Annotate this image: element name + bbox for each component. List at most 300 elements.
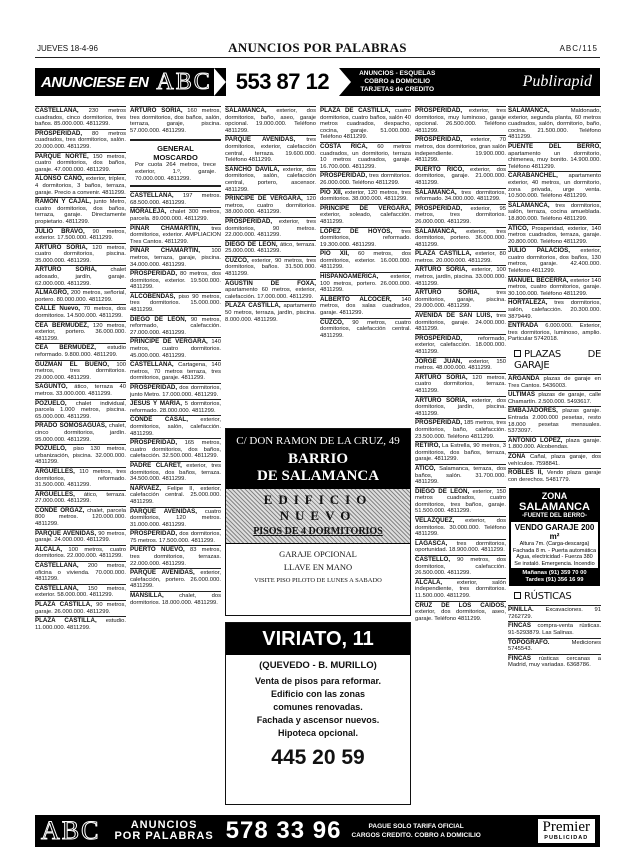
classified-listing [225, 106, 316, 135]
arrow-right-icon [214, 68, 226, 96]
listing-text: plaza garaje. 1.800.000. Alcobendas. [508, 437, 601, 451]
listing-text: Prosperidad, exterior, 140 metros cuadrados, terraza, garaje. 20.800.000. Teléfono 4811299. [508, 225, 601, 245]
classified-listing [415, 487, 506, 516]
listing-text: 120 metros, exterior, portero. 36.000.000. 4811299. [35, 322, 126, 342]
listing-heading: CARABANCHEL, [508, 172, 558, 180]
listing-text: 120 metros, cuatro dormitorios. 38.000.000. 4811299. [225, 196, 316, 216]
classified-listing [508, 106, 601, 142]
listing-text: apartamento un dormitorio, chimenea, muy bonito. 14.900.000. Teléfono 4811299. [508, 150, 601, 170]
listing-heading: CEA BERMUDEZ, [35, 321, 89, 329]
listing-heading: PLAZA CASTILLA, [35, 617, 97, 625]
classified-listing [35, 227, 126, 243]
classified-listing [508, 142, 601, 171]
ad-detail: Fachada 8 m. - Puerta automática [512, 547, 597, 554]
listing-text: 70 metros, dos dormitorios. 14.500.000. 4811299. [35, 306, 126, 320]
classified-listing [320, 188, 411, 204]
classified-listing [508, 452, 601, 468]
classified-listing [130, 191, 221, 207]
listing-heading: CEA BERMUDEZ, [35, 344, 96, 352]
listing-heading: PARQUE AVENIDAS, [130, 569, 195, 577]
classified-listing [508, 201, 601, 224]
listing-heading: ULTIMAS [508, 391, 536, 399]
classified-listing [130, 383, 221, 399]
listing-heading: TOPOGRAFO. [508, 638, 550, 646]
listing-text: tres dormitorios, oportunidad. 18.900.000. 4811299. [415, 540, 506, 554]
listing-text: exterior, tríplex, 4 dormitorios, 3 baños, terraza, garaje. Precio a convenir. 4811299. [35, 176, 126, 196]
listing-text: Excavaciones. 91 7262729. [508, 607, 601, 620]
listing-heading: LAGASCA, [415, 539, 448, 547]
classified-listing [130, 415, 221, 438]
classified-listing [130, 507, 221, 530]
classified-listing [35, 421, 126, 444]
listing-heading: POZUELO, [35, 445, 67, 453]
viriato-ad [225, 622, 411, 805]
listing-heading: ALONSO CANO, [35, 175, 84, 183]
listing-heading: PRINCIPE DE VERGARA, [225, 195, 303, 203]
listing-text: chalet, dos dormitorios. 18.000.000. 4811299. [130, 593, 221, 606]
listing-heading: PARQUE NORTE, [35, 152, 89, 160]
ad-line: SALAMANCA [519, 501, 590, 514]
listing-text: rústicas cercanas a Madrid, muy variadas. 6368786. [508, 655, 601, 669]
classified-listing [225, 240, 316, 256]
listing-text: junto Metro, cuatro dormitorios, dos baños, terraza, garaje. Directamente propietario. 4811299. [35, 199, 126, 225]
ad-line: Fachada y ascensor nuevos. [256, 715, 380, 725]
page-header [35, 40, 600, 58]
listing-heading: PROSPERIDAD, [225, 217, 273, 225]
classified-listing [415, 418, 506, 441]
banner-lead: ANUNCIESE EN [41, 73, 149, 91]
listing-heading: MORALEJA, [130, 208, 167, 216]
classified-listing [508, 638, 601, 654]
listing-text: La Estrella, 90 metros, 3 dormitorios, dos baños, terraza, garaje. 4811299. [415, 443, 506, 463]
listing-text: dos dormitorios, 75 metros. 17.500.000. 4811299. [130, 531, 221, 544]
listing-heading: JESUS Y MARIA, [130, 400, 182, 408]
brand-sub: PUBLICIDAD [544, 835, 589, 841]
listing-heading: PROSPERIDAD, [415, 204, 463, 212]
arrow-left-icon [339, 68, 351, 96]
listing-heading: NARVAEZ, [130, 484, 162, 492]
listing-heading: GENERAL MOSCARDO [153, 144, 198, 163]
listing-text: exterior, dormitorios, salón, calefacción. 4811299. [130, 417, 221, 437]
classified-listing [508, 390, 601, 406]
section-heading-garage [514, 349, 601, 371]
listing-text: 100 metros, terraza, garaje, piscina. 34.000.000. 4811299. [130, 248, 221, 268]
listing-heading: PROSPERIDAD, [320, 172, 368, 180]
listing-heading: PUERTO RICO, [415, 165, 464, 173]
listing-heading: DIEGO DE LEON, [415, 487, 470, 495]
listing-text: ático, terraza. 25.000.000. 4811299. [225, 241, 316, 255]
listing-heading: PARQUE AVENIDAS, [130, 507, 197, 515]
listing-text: Mediciones 5745543. [508, 639, 601, 653]
listing-text: tres dormitorios, garaje, piscina. 29.000.000. 4811299. [415, 290, 506, 310]
classified-listing [415, 288, 506, 311]
listing-heading: PROSPERIDAD, [415, 107, 463, 114]
footer-banner-ad [35, 815, 600, 847]
classified-listing [508, 406, 601, 435]
listing-heading: RETIRO, [415, 442, 441, 450]
classified-listing [415, 227, 506, 250]
listing-heading: PIO XII, [320, 188, 343, 196]
listing-heading: JORGE JUAN, [415, 357, 463, 365]
listing-heading: ARGUELLES, [35, 490, 75, 498]
listing-heading: EMBAJADORES, [508, 407, 558, 415]
listing-text: exterior, dos dormitorios, garaje. 21.000.000. 4811299. [415, 166, 506, 186]
ad-line: Venta de pisos para reformar. [254, 676, 382, 686]
classified-listing [320, 171, 411, 187]
listing-text: Por cuota 264 metros, trece exterior, 1.º, garaje. 70.000.000. 4811299. [135, 162, 216, 182]
listing-text: tres dormitorios, reformado. 19.300.000. 4811299. [320, 228, 411, 248]
listing-text: exterior, 80 metros. 20.000.000. 4811299. [415, 251, 506, 264]
listing-text: exterior, 100 metros, jardín, piscina. 33.000.000. 4811299. [415, 267, 506, 287]
listing-heading: PLAZA DE CASTILLA, [320, 107, 391, 114]
listing-text: chalet, parcela 800 metros. 120.000.000. 4811299. [35, 507, 126, 528]
classified-listing [35, 506, 126, 529]
classified-listing [35, 343, 126, 359]
listing-heading: LOPEZ DE HOYOS, [320, 227, 393, 235]
listing-text: chalet adosado, jardín, garaje. 62.000.000. 4811299. [35, 267, 126, 287]
classified-listing [415, 311, 506, 334]
top-banner-ad [35, 68, 600, 96]
ad-title: VIRIATO, 11 [226, 623, 410, 655]
listing-text: ático, terraza. 27.000.000. 4811299. [35, 491, 126, 505]
classified-listing [320, 106, 411, 142]
listing-heading: CASTELLANA, [35, 562, 79, 570]
classified-listing [35, 129, 126, 152]
listing-text: 160 metros, tres dormitorios, dos baños, salón, terraza, garaje, piscina. 57.000.000. 4811299. [130, 108, 221, 134]
classified-listing [415, 249, 506, 265]
service-line: COBRO a DOMICILIO [364, 78, 431, 85]
classified-listing [35, 304, 126, 320]
listing-heading: HORTALEZA, [508, 299, 548, 307]
ad-detail: Altura 7m. (Carga-descarga) [519, 541, 590, 548]
classified-listing [35, 545, 126, 561]
classified-listing [35, 197, 126, 226]
listing-heading: ATICO, [508, 224, 529, 232]
listing-text: 6.000.000. Exterior, tres dormitorios, luminoso, amplio. Particular 5742018. [508, 323, 601, 343]
listing-text: 200 metros, señorial, portero. 80.000.000. 4811299. [35, 290, 126, 303]
listing-text: exterior, tres dormitorios, dos baños, terraza. 34.500.000. 4811299. [130, 462, 221, 483]
classified-listing [508, 436, 601, 452]
footer-line: POR PALABRAS [114, 830, 214, 842]
classified-listing [225, 165, 316, 194]
listing-heading: PROSPERIDAD, [130, 530, 178, 538]
classified-listing [320, 295, 411, 318]
listing-text: exterior, dos dormitorios. 30.000.000. Teléfono 4811299. [415, 518, 506, 538]
listing-text: 80 metros cuadrados, tres dormitorios, salón. 20.000.000. 4811299. [35, 130, 126, 150]
classified-column-3 [225, 106, 316, 422]
classified-listing [130, 337, 221, 360]
classified-listing [35, 529, 126, 545]
listing-heading: ARGANDA [508, 375, 540, 382]
listing-heading: PLAZA CASTILLA, [35, 601, 92, 608]
service-line: ANUNCIOS - ESQUELAS [359, 70, 436, 77]
listing-heading: PROSPERIDAD, [130, 439, 178, 447]
banner-phone: 553 87 12 [226, 68, 339, 96]
classified-listing [130, 568, 221, 591]
listing-heading: CALLE Nuevo, [35, 305, 80, 313]
listing-text: 90 metros, garaje. 24.000.000. 4811299. [35, 530, 126, 544]
listing-text: 140 metros, cuatro dormitorios. 45.000.000. 4811299. [130, 339, 221, 359]
rusticas-listings [508, 605, 601, 670]
square-bullet-icon [514, 592, 521, 599]
listing-text: apartamento 50 metros, terraza, jardín, piscina. 8.000.000. 4811299. [225, 303, 316, 323]
listing-heading: CUZCO, [225, 256, 249, 264]
ad-line: DE SALAMANCA [256, 468, 380, 484]
classified-listing [130, 399, 221, 415]
listing-text: 230 metros cuadrados, cinco dormitorios, tres baños. 85.000.000. 4811299. [35, 108, 126, 128]
listing-heading: SAGUNTO, [35, 383, 68, 391]
classified-listing [35, 616, 126, 632]
classified-listing [130, 545, 221, 568]
listing-text: 83 metros, tres dormitorios, terrazas. 22.000.000. 4811299. [130, 547, 221, 567]
classified-column-2 [130, 106, 221, 810]
classified-listing [35, 467, 126, 490]
listing-heading: CASTELLANA, [130, 192, 174, 200]
listing-text: estudio reformado. 9.800.000. 4811299. [35, 345, 126, 358]
listing-heading: PROSPERIDAD, [35, 129, 83, 137]
classified-listing [130, 529, 221, 545]
classified-listing [508, 246, 601, 275]
listing-heading: PROSPERIDAD, [415, 419, 463, 427]
listing-heading: ALBERTO ALCOCER, [320, 295, 392, 303]
ad-headline: VENDO GARAJE 200 m² [514, 523, 595, 542]
classified-listing [415, 516, 506, 539]
listing-text: plazas garaje. Entrada 2.000.000 pesetas, resto 18.000 pesetas mensuales. 5373097. [508, 408, 601, 435]
classified-listing [320, 318, 411, 341]
listing-heading: PRINCIPE DE VERGARA, [320, 204, 411, 212]
classified-listing [415, 601, 506, 624]
classified-listing [35, 321, 126, 344]
classified-listing [415, 578, 506, 601]
listing-heading: PROSPERIDAD, [415, 334, 463, 342]
classified-listing [508, 374, 601, 390]
classified-listing [508, 621, 601, 637]
footer-line: CARGOS CREDITO. COBRO A DOMICILIO [351, 832, 481, 839]
listing-heading: ARTURO SORIA, [130, 107, 183, 114]
classified-listing [130, 269, 221, 292]
section-heading-rusticas [514, 591, 601, 602]
listing-text: cuatro dormitorios, 120 metros. 31.000.000. 4811299. [130, 508, 221, 528]
listing-heading: ENTRADA [508, 322, 539, 330]
issue-date: JUEVES 18-4-96 [37, 44, 98, 53]
listing-text: 90 metros, garaje. 26.000.000. 4811299. [35, 602, 126, 615]
classified-listing [415, 265, 506, 288]
classified-column-4 [320, 106, 411, 422]
classified-listing [130, 292, 221, 315]
listing-heading: PRADO SOMOSAGUAS, [35, 422, 107, 430]
listing-text: tres dormitorios, garaje. 24.000.000. 4811299. [415, 313, 506, 333]
garage-listings [508, 374, 601, 484]
listing-heading: PIO XII, [320, 250, 350, 258]
listing-text: 165 metros, cuatro dormitorios, dos baños, calefacción. 32.500.000. 4811299. [130, 440, 221, 460]
listing-heading: SANCHO DAVILA, [225, 165, 280, 173]
listing-heading: ARTURO SORIA, [415, 289, 480, 297]
listing-text: tres dormitorios, reformado. 34.000.000. 4811299. [415, 189, 506, 203]
footer-line: PAGUE SOLO TARIFA OFICIAL [368, 823, 464, 830]
listing-heading: AGUSTIN DE FOXA, [225, 279, 316, 287]
listing-text: exterior, dos dormitorios, baño, aseo, garaje opcional. 19.000.000. Teléfono 4811299. [225, 108, 316, 134]
listing-text: estudio. 11.000.000. 4811299. [35, 618, 126, 631]
classified-listing [225, 194, 316, 217]
listing-heading: PROSPERIDAD, [130, 384, 178, 391]
classified-listing [35, 561, 126, 584]
ad-subtitle: (QUEVEDO - B. MURILLO) [259, 660, 377, 671]
classified-listing [320, 142, 411, 171]
classified-listing [225, 135, 316, 164]
listing-heading: PUERTO NUEVO, [130, 546, 185, 554]
listing-text: 110 metros, tres dormitorios, reformado. 31.500.000. 4811299. [35, 468, 126, 489]
abc-logo: ABC [156, 69, 212, 95]
listing-text: exterior, dos dormitorios, jardín, piscina. 4811299. [415, 397, 506, 417]
classified-listing [35, 265, 126, 288]
listing-heading: PLAZA CASTILLA, [415, 250, 472, 258]
listing-text: exterior, 70 metros, dos dormitorios, gran salón independiente. 19.900.000. 4811299. [415, 137, 506, 164]
listing-heading: ATICO, [415, 464, 436, 472]
service-line: TARJETAS de CREDITO [360, 86, 435, 93]
ad-phone: Mañanas (91) 359 70 00 [522, 569, 587, 576]
listing-heading: ARGUELLES, [35, 467, 75, 475]
listing-text: exterior, 120 metros, tres dormitorios. 38.000.000. 4811299. [320, 189, 411, 203]
listing-text: tres dormitorios, exterior. AMPLIACION Tres Cantos. 4811299. [130, 225, 221, 245]
page-number: ABC/115 [559, 44, 598, 53]
classified-listing [508, 298, 601, 321]
classified-column-5 [415, 106, 506, 810]
listing-text: 90 metros, reformado, calefacción. 27.000.000. 4811299. [130, 316, 221, 336]
listing-heading: SALAMANCA, [415, 227, 457, 235]
listing-heading: ALCALA, [415, 578, 443, 586]
listing-text: 60 metros, dos dormitorios, exterior. 16.000.000. 4811299. [320, 251, 411, 271]
footer-phone: 578 33 96 [225, 817, 342, 844]
listing-heading: SALAMANCA, [508, 201, 550, 209]
ad-phone: Tardes (91) 356 16 99 [525, 576, 584, 583]
ad-line: comunes renovadas. [273, 702, 363, 712]
classified-listing [415, 165, 506, 188]
listing-heading: VELAZQUEZ, [415, 517, 455, 525]
classified-listing [415, 334, 506, 357]
classified-listing [415, 188, 506, 204]
listing-text: exterior, tres dormitorios, 90 metros. 22.000.000. 4811299. [225, 218, 316, 239]
listing-text: 100 metros, cuatro dormitorios. 22.000.000. 4811299. [35, 546, 126, 560]
classified-listing [130, 591, 221, 607]
classified-listing [35, 106, 126, 129]
classified-listing [508, 224, 601, 247]
listing-heading: ALCALA, [35, 545, 63, 553]
listing-text: compra-venta rústicas. 91-5293879. Las Salinas. [508, 623, 601, 636]
don-ramon-ad [225, 428, 411, 616]
listing-text: tres dormitorios, exterior, calefacción central, terraza. 19.600.000. Teléfono 4811299. [225, 137, 316, 164]
ad-line: Hipoteca opcional. [277, 728, 358, 738]
publirapid-logo: Publirapid [522, 73, 592, 90]
ad-line: EDIFICIO [263, 492, 373, 507]
classified-listing [508, 605, 601, 621]
listing-text: 5 dormitorios, reformado. 28.000.000. 4811299. [130, 401, 221, 414]
column-6-listings [508, 106, 601, 344]
listing-heading: JULIO BRAVO, [35, 227, 85, 235]
classified-listing [508, 276, 601, 299]
listing-heading: CONDE CASAL, [130, 416, 188, 424]
classified-listing [130, 360, 221, 383]
listing-text: ático, terraza 40 metros. 33.000.000. 4811299. [35, 384, 126, 397]
listing-text: exterior, soleado, calefacción. 4811299. [320, 212, 411, 225]
listing-heading: MANSILLA, [130, 592, 164, 600]
listing-text: chalet individual, parcela 1.000 metros, piscina. 65.000.000. 4811299. [35, 400, 126, 420]
square-bullet-icon [514, 350, 521, 357]
listing-text: chalet 300 metros, parcela. 89.000.000. 4811299. [130, 209, 221, 222]
listing-text: exterior, 150 metros cuadrados, cuatro dormitorios, tres baños, garaje. 51.500.000. 4811299. [415, 488, 506, 515]
classified-listing [415, 357, 506, 373]
classified-listing [35, 444, 126, 467]
premier-logo [537, 818, 596, 844]
listing-heading: ANTONIO LOPEZ, [508, 436, 563, 444]
classified-listing [35, 600, 126, 616]
listing-heading: ARTURO SORIA, [415, 373, 468, 381]
listing-heading: PROSPERIDAD, [415, 136, 463, 144]
classified-listing [130, 139, 221, 187]
classified-listing [415, 441, 506, 464]
listing-text: Cartagena, 140 metros, 70 metros terraza, tres dormitorios, garaje. 4811299. [130, 362, 221, 382]
listing-heading: FINCAS [508, 654, 532, 662]
listing-text: 197 metros. 68.500.000. 4811299. [130, 193, 221, 206]
listing-text: cuatro dormitorios, cuatro baños, salón 40 metros cuadrados, despacho, cocina, garaje. 51.000.000. Teléfono 4811299. [320, 108, 411, 141]
listing-heading: DIEGO DE LEON, [130, 315, 187, 323]
ad-line: -FUENTE DEL BERRO- [522, 513, 587, 520]
listing-heading: GUZMAN EL BUENO, [35, 360, 109, 368]
listing-heading: PUENTE DEL BERRO, [508, 142, 601, 150]
classified-listing [508, 171, 601, 200]
classified-listing [415, 204, 506, 227]
classified-listing [35, 152, 126, 175]
listing-text: Cañal, plaza garaje, dos vehículos. 7598841. [508, 453, 601, 467]
listing-heading: ALCOBENDAS, [130, 292, 176, 300]
listing-text: 90 metros, exterior. 17.500.000. 4811299. [35, 228, 126, 242]
classified-listing [130, 484, 221, 507]
listing-heading: PINILLA. [508, 606, 534, 614]
classified-listing [225, 301, 316, 324]
listing-heading: PINAR CHAMARTIN, [130, 224, 200, 232]
classified-listing [508, 468, 601, 484]
brand-name: Premier [542, 819, 590, 835]
listing-heading: PARQUE AVENIDAS, [225, 136, 296, 144]
listing-text: reformado, exterior, calefacción. 18.000.000. 4811299. [415, 335, 506, 355]
section-title: RÚSTICAS [524, 591, 572, 603]
zona-salamanca-ad [509, 488, 600, 586]
listing-heading: CASTELLANA, [35, 584, 79, 592]
section-title: ANUNCIOS POR PALABRAS [228, 40, 407, 55]
listing-heading: CASTELLANA, [130, 361, 174, 369]
listing-text: exterior, calefacción, portero. 26.000.000. 4811299. [130, 570, 221, 590]
listing-text: 80 metros, dos dormitorios, exterior. 19.500.000. 4811299. [130, 271, 221, 291]
ad-detail: Agua, electricidad - Fuerza 380 [516, 554, 593, 561]
listing-heading: ALMAGRO, [35, 289, 69, 297]
listing-heading: FINCAS [508, 622, 532, 630]
ad-line: Edificio con las zonas [270, 689, 366, 699]
ad-phone: 445 20 59 [271, 746, 365, 769]
listing-text: 90 metros, cuatro dormitorios, calefacción central. 4811299. [320, 319, 411, 339]
listing-heading: CRUZ DE LOS CAIDOS, [415, 601, 506, 609]
listing-heading: PINAR CHAMARTIN, [130, 247, 200, 255]
listing-text: apartamento exterior, 40 metros, un dormitorio, zona privada, urge venta. 10.500.000. Teléfono 4811299. [508, 173, 601, 200]
ad-line: BARRIO [287, 451, 348, 467]
classified-listing [130, 106, 221, 135]
classified-listing [320, 227, 411, 250]
classified-listing [225, 256, 316, 279]
listing-text: apartamento 60 metros, exterior, calefacción. 17.000.000. 4811299. [225, 287, 316, 300]
classified-listing [35, 174, 126, 197]
classified-listing [415, 396, 506, 419]
listing-text: exterior 140 metros, cuatro dormitorios, garaje. 30.100.000. Teléfono 4811299. [508, 277, 601, 297]
listing-text: exterior, 100 metros, portero. 26.000.000. 4811299. [320, 274, 411, 294]
listing-heading: RAMON Y CAJAL, [35, 198, 91, 206]
